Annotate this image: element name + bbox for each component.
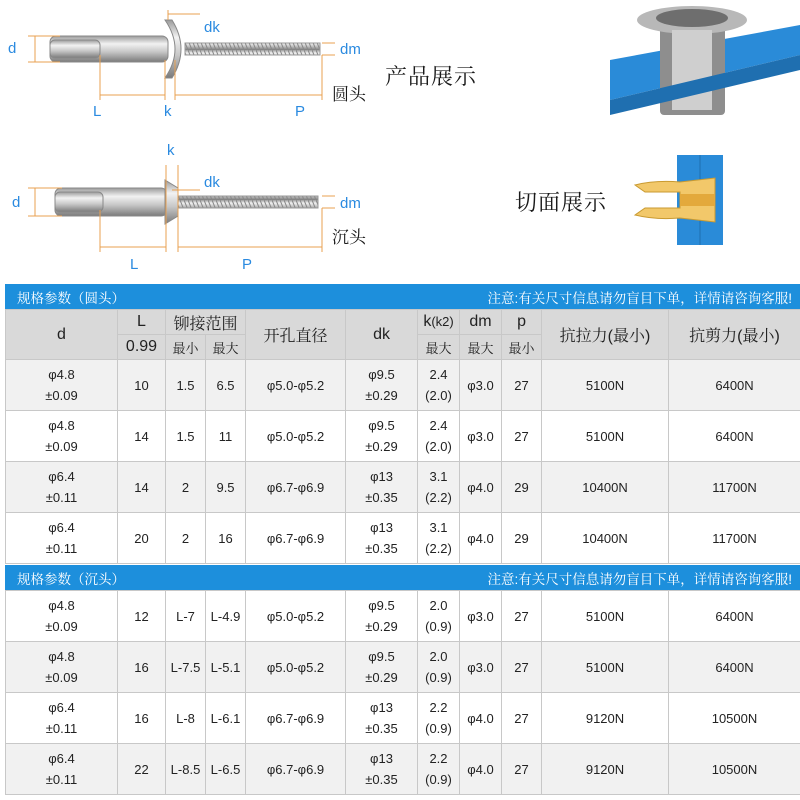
cell-L: 14 [118,462,166,513]
spec-section-countersunk-bar [5,565,800,590]
cell-p: 27 [502,591,542,642]
cell-hole: φ5.0-φ5.2 [246,642,346,693]
cell-dm: φ3.0 [460,591,502,642]
table-row [6,591,800,642]
cell-grip-min: 2 [166,462,206,513]
cell-d: φ4.8 ±0.09 [6,411,118,462]
cell-dk: φ13 ±0.35 [346,693,418,744]
cell-dm: φ4.0 [460,693,502,744]
col-shear: 抗剪力(最小) [669,310,800,360]
col-L: L [118,310,166,335]
cell-hole: φ5.0-φ5.2 [246,411,346,462]
cell-d: φ4.8 ±0.09 [6,360,118,411]
cell-hole: φ5.0-φ5.2 [246,591,346,642]
col-dk: dk [346,310,418,360]
cell-k: 2.2 (0.9) [418,693,460,744]
cell-tensile: 5100N [542,411,669,462]
cell-grip-min: L-8 [166,693,206,744]
cell-dm: φ3.0 [460,411,502,462]
cell-hole: φ6.7-φ6.9 [246,462,346,513]
cell-p: 27 [502,642,542,693]
cell-grip-min: 2 [166,513,206,564]
table-row [6,513,800,564]
cell-k: 2.0 (0.9) [418,642,460,693]
col-grip-max: 最大 [206,335,246,360]
col-tensile: 抗拉力(最小) [542,310,669,360]
cell-shear: 11700N [669,462,800,513]
cell-shear: 6400N [669,642,800,693]
cell-shear: 6400N [669,360,800,411]
col-k-max: 最大 [418,335,460,360]
cell-tensile: 5100N [542,360,669,411]
cell-tensile: 9120N [542,693,669,744]
cell-grip-max: L-5.1 [206,642,246,693]
section-title: 规格参数（沉头） [17,571,125,587]
cell-dk: φ13 ±0.35 [346,462,418,513]
cell-hole: φ6.7-φ6.9 [246,744,346,795]
cell-d: φ4.8 ±0.09 [6,642,118,693]
cell-tensile: 10400N [542,462,669,513]
cell-shear: 6400N [669,591,800,642]
cell-L: 20 [118,513,166,564]
cell-dm: φ4.0 [460,513,502,564]
cell-grip-min: L-7.5 [166,642,206,693]
cell-k: 3.1 (2.2) [418,462,460,513]
spec-table-round-body [6,360,800,564]
cell-dk: φ13 ±0.35 [346,513,418,564]
cell-d: φ6.4 ±0.11 [6,462,118,513]
col-p: p [502,310,542,335]
cell-grip-max: 9.5 [206,462,246,513]
cell-p: 27 [502,411,542,462]
spec-table-countersunk [5,590,800,795]
cell-p: 27 [502,360,542,411]
col-dm-max: 最大 [460,335,502,360]
col-p-min: 最小 [502,335,542,360]
cell-L: 10 [118,360,166,411]
cell-dk: φ9.5 ±0.29 [346,642,418,693]
cell-grip-max: L-6.5 [206,744,246,795]
cell-shear: 10500N [669,744,800,795]
cell-dm: φ3.0 [460,360,502,411]
cell-grip-max: L-4.9 [206,591,246,642]
cell-L: 22 [118,744,166,795]
cell-k: 2.4 (2.0) [418,360,460,411]
dim-P-label: P [295,103,306,120]
cell-tensile: 10400N [542,513,669,564]
cell-dm: φ3.0 [460,642,502,693]
col-grip-min: 最小 [166,335,206,360]
diagram-area [0,0,800,285]
col-hole-diameter: 开孔直径 [246,310,346,360]
dim-L-label: L [93,103,102,120]
col-grip-range: 铆接范围 [166,310,246,335]
col-d: d [6,310,118,360]
cross-section-image [625,150,735,250]
product-render-image [600,0,800,135]
cell-k: 2.2 (0.9) [418,744,460,795]
cs-dim-P-label: P [242,256,253,273]
col-L-tolerance: 0.99 [118,335,166,360]
cell-grip-min: L-8.5 [166,744,206,795]
cell-shear: 10500N [669,693,800,744]
dim-dm-label: dm [340,41,361,58]
cell-dm: φ4.0 [460,744,502,795]
notice-text: 注意:有关尺寸信息请勿盲目下单，详情请咨询客服! [487,290,792,306]
col-k: k(k2) [418,310,460,335]
spec-table-countersunk-body [6,591,800,795]
table-row [6,642,800,693]
section-title: 规格参数（圆头） [17,290,125,306]
table-row [6,360,800,411]
cell-k: 2.0 (0.9) [418,591,460,642]
table-row [6,411,800,462]
spec-table-round [5,309,800,564]
cell-p: 27 [502,744,542,795]
col-dm: dm [460,310,502,335]
notice-text: 注意:有关尺寸信息请勿盲目下单，详情请咨询客服! [487,571,792,587]
cell-tensile: 9120N [542,744,669,795]
cell-dm: φ4.0 [460,462,502,513]
cell-dk: φ9.5 ±0.29 [346,360,418,411]
cell-grip-max: 16 [206,513,246,564]
table-row [6,462,800,513]
cell-hole: φ6.7-φ6.9 [246,693,346,744]
spec-section-round [5,284,800,564]
cell-p: 27 [502,693,542,744]
cell-grip-min: 1.5 [166,411,206,462]
cell-dk: φ9.5 ±0.29 [346,591,418,642]
cell-tensile: 5100N [542,591,669,642]
cs-dim-dm-label: dm [340,195,361,212]
round-head-rivet-diagram [0,0,380,130]
cell-dk: φ9.5 ±0.29 [346,411,418,462]
round-head-label: 圆头 [332,85,366,104]
dim-dk-label: dk [204,19,220,36]
table-row [6,744,800,795]
spec-section-round-bar [5,284,800,309]
cs-dim-dk-label: dk [204,174,220,191]
cell-p: 29 [502,462,542,513]
cs-dim-L-label: L [130,256,139,273]
product-display-label: 产品展示 [385,64,478,89]
cell-shear: 11700N [669,513,800,564]
cs-dim-k-label: k [167,142,175,159]
cell-tensile: 5100N [542,642,669,693]
cell-grip-max: 6.5 [206,360,246,411]
cell-hole: φ6.7-φ6.9 [246,513,346,564]
dim-d-label: d [8,40,17,57]
cell-L: 16 [118,693,166,744]
cell-grip-max: 11 [206,411,246,462]
cell-grip-max: L-6.1 [206,693,246,744]
cell-d: φ6.4 ±0.11 [6,744,118,795]
cell-L: 14 [118,411,166,462]
dim-k-label: k [164,103,172,120]
cell-grip-min: 1.5 [166,360,206,411]
cell-shear: 6400N [669,411,800,462]
table-row [6,693,800,744]
section-display-label: 切面展示 [515,190,608,215]
cell-grip-min: L-7 [166,591,206,642]
cell-k: 2.4 (2.0) [418,411,460,462]
cell-d: φ6.4 ±0.11 [6,513,118,564]
cell-k: 3.1 (2.2) [418,513,460,564]
cell-p: 29 [502,513,542,564]
cell-L: 16 [118,642,166,693]
spec-section-countersunk [5,565,800,795]
countersunk-label: 沉头 [332,228,366,247]
countersunk-rivet-diagram [0,140,380,275]
cell-d: φ6.4 ±0.11 [6,693,118,744]
cell-d: φ4.8 ±0.09 [6,591,118,642]
cs-dim-d-label: d [12,194,21,211]
cell-hole: φ5.0-φ5.2 [246,360,346,411]
cell-dk: φ13 ±0.35 [346,744,418,795]
cell-L: 12 [118,591,166,642]
